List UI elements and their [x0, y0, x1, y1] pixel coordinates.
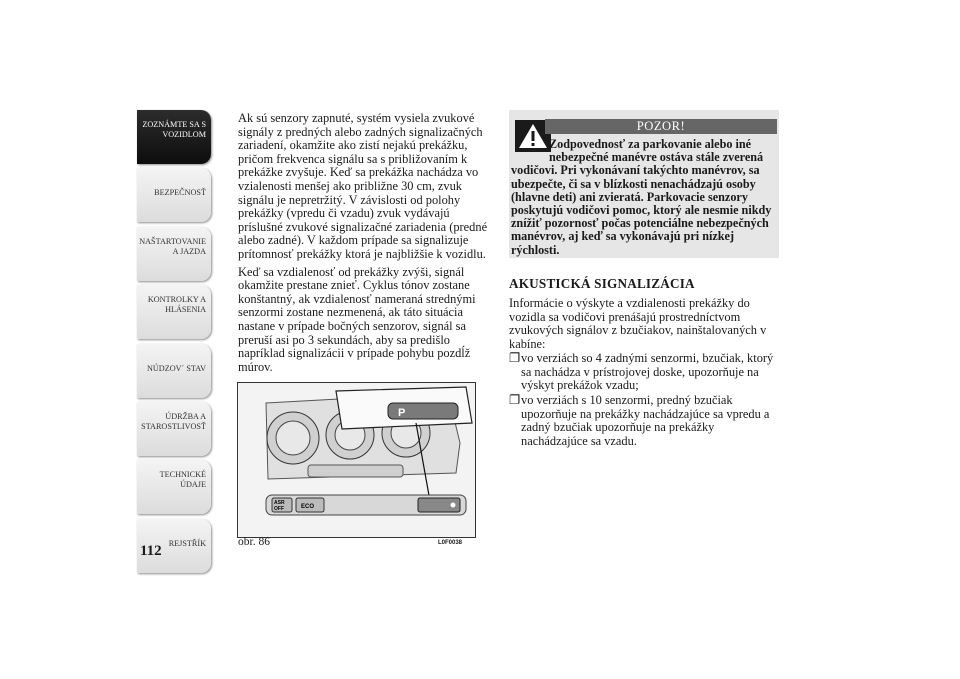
- tab-nudzovy-stav[interactable]: NÚDZOV´ STAV: [137, 344, 211, 398]
- figure-caption: obr. 86: [238, 536, 270, 548]
- figure-code: L0F0038: [438, 540, 463, 546]
- list-item: ❐ vo verziách s 10 senzormi, predný bzučiak upozorňuje na prekážky nachádzajúce sa vpredu a zadný bzučiak upozorňuje na prekážky nachádzajúce sa vzadu.: [509, 393, 770, 448]
- section-heading: AKUSTICKÁ SIGNALIZÁCIA: [509, 276, 695, 291]
- paragraph: Ak sú senzory zapnuté, systém vysiela zvukové signály z predných alebo zadných signalizačných zariadení, okamžite ako zistí nejakú prekážku, pričom frekvenca signálu sa s približovaním k prekážke zvyšuje. Keď sa prekážka nachádza vo vzialenosti menšej ako približne 30 cm, zvuk signálu je nepretržitý. V závislosti od polohy prekážky (vpredu či vzadu) zvuk vydávajú príslušné zvukové signalizačné zariadenia (predné alebo zadné). V každom prípade sa signalizuje prítomnosť prekážky ktorá je najbližšie k vozidlu.: [238, 111, 488, 261]
- page-number: 112: [140, 543, 162, 559]
- tab-technicke-udaje[interactable]: TECHNICKÉ ÚDAJE: [137, 460, 211, 514]
- tab-nastartovanie[interactable]: NAŠTARTOVANIE A JAZDA: [137, 227, 211, 281]
- dashboard-illustration: [238, 383, 475, 537]
- tab-rejstrik[interactable]: REJSTŘÍK: [137, 519, 211, 573]
- checkbox-bullet-icon: ❐: [509, 351, 521, 365]
- section-intro: Informácie o výskyte a vzdialenosti prekážky do vozidla sa vodičovi prenášajú prostredníctvom zvukových signálov z bzučiakov, nainštalovaných v kabíne:: [509, 296, 767, 351]
- tab-kontrolky[interactable]: KONTROLKY A HLÁSENIA: [137, 285, 211, 339]
- left-column: [238, 112, 496, 378]
- p-label: P: [398, 407, 406, 419]
- svg-text:ECO: ECO: [301, 504, 315, 510]
- list-item: ❐ vo verziách so 4 zadnými senzormi, bzučiak, ktorý sa nachádza v prístrojovej doske, upozorňuje na výskyt prekážok vzadu;: [509, 351, 774, 393]
- warning-text: Zodpovednosť za parkovanie alebo iné nebezpečné manévre ostáva stále zverená vodičovi. Pri vykonávaní takýchto manévrov, sa ubezpečte, či sa v blízkosti nenachádzajú osoby (hlavne deti) ani zvieratá. Parkovacie senzory poskytujú vodičovi pomoc, ktorý ale nesmie nikdy znížiť pozornosť počas potenciálne nebezpečných manévrov, aj keď sa vykonávajú pri nízkej rýchlosti.: [511, 137, 772, 257]
- svg-text:OFF: OFF: [274, 506, 284, 512]
- paragraph: Keď sa vzdialenosť od prekážky zvýši, signál okamžite prestane znieť. Cyklus tónov zostane konštantný, ak vzdialenosť nameraná strednými senzormi zostane nezmenená, ak táto situácia nastane v prípade bočných senzorov, signál sa preruší asi po 3 sekundách, aby sa predišlo napríklad signalizácii v prípade pohybu pozdĺž múrov.: [238, 264, 476, 374]
- tab-udrzba[interactable]: ÚDRŽBA A STAROSTLIVOSŤ: [137, 402, 211, 456]
- tab-zoznamte-sa[interactable]: ZOZNÁMTE SA S VOZIDLOM: [137, 110, 211, 164]
- warning-title: POZOR!: [545, 119, 777, 134]
- checkbox-bullet-icon: ❐: [509, 393, 521, 407]
- svg-text:ASR: ASR: [274, 500, 285, 506]
- tab-bezpecnost[interactable]: BEZPEČNOSŤ: [137, 168, 211, 222]
- figure-dashboard: [237, 382, 476, 538]
